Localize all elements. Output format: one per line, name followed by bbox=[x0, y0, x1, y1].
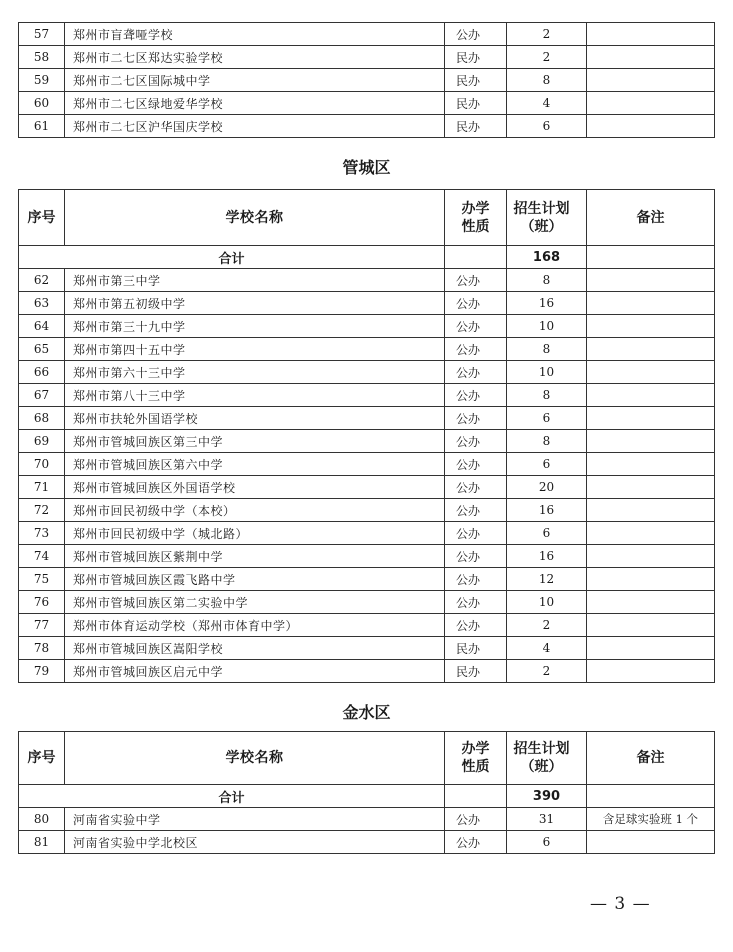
table-row bbox=[19, 115, 715, 138]
row-plan: 12 bbox=[507, 568, 587, 591]
row-note bbox=[587, 430, 715, 453]
row-plan: 8 bbox=[507, 69, 587, 92]
table-row bbox=[19, 384, 715, 407]
total-value: 168 bbox=[507, 246, 587, 269]
row-school-type: 公办 bbox=[445, 831, 507, 854]
row-school-type: 民办 bbox=[445, 46, 507, 69]
row-school-name: 郑州市第六十三中学 bbox=[65, 361, 445, 384]
row-plan: 6 bbox=[507, 407, 587, 430]
row-plan: 6 bbox=[507, 453, 587, 476]
table-row bbox=[19, 808, 715, 831]
row-school-name: 郑州市二七区郑达实验学校 bbox=[65, 46, 445, 69]
row-plan: 8 bbox=[507, 338, 587, 361]
row-school-type: 公办 bbox=[445, 568, 507, 591]
row-school-name: 郑州市管城回族区第三中学 bbox=[65, 430, 445, 453]
table-row bbox=[19, 499, 715, 522]
row-note bbox=[587, 453, 715, 476]
table-header-row bbox=[19, 190, 715, 246]
header-seq: 序号 bbox=[19, 732, 65, 785]
row-note bbox=[587, 591, 715, 614]
row-plan: 20 bbox=[507, 476, 587, 499]
row-plan: 10 bbox=[507, 315, 587, 338]
row-note bbox=[587, 269, 715, 292]
row-school-type: 民办 bbox=[445, 69, 507, 92]
row-plan: 4 bbox=[507, 637, 587, 660]
total-label: 合计 bbox=[19, 785, 445, 808]
row-plan: 2 bbox=[507, 23, 587, 46]
row-plan: 16 bbox=[507, 545, 587, 568]
row-plan: 8 bbox=[507, 430, 587, 453]
row-seq: 70 bbox=[19, 453, 65, 476]
row-plan: 10 bbox=[507, 591, 587, 614]
row-seq: 60 bbox=[19, 92, 65, 115]
row-school-type: 公办 bbox=[445, 614, 507, 637]
row-note bbox=[587, 545, 715, 568]
row-school-name: 河南省实验中学 bbox=[65, 808, 445, 831]
row-seq: 78 bbox=[19, 637, 65, 660]
row-seq: 80 bbox=[19, 808, 65, 831]
row-note bbox=[587, 407, 715, 430]
row-seq: 79 bbox=[19, 660, 65, 683]
row-note bbox=[587, 476, 715, 499]
row-school-type: 公办 bbox=[445, 23, 507, 46]
row-note bbox=[587, 92, 715, 115]
row-seq: 71 bbox=[19, 476, 65, 499]
row-plan: 8 bbox=[507, 269, 587, 292]
row-school-type: 公办 bbox=[445, 591, 507, 614]
row-school-name: 郑州市二七区绿地爱华学校 bbox=[65, 92, 445, 115]
row-school-type: 公办 bbox=[445, 476, 507, 499]
row-school-type: 公办 bbox=[445, 338, 507, 361]
row-school-name: 郑州市回民初级中学（城北路） bbox=[65, 522, 445, 545]
row-note bbox=[587, 292, 715, 315]
row-note bbox=[587, 361, 715, 384]
guancheng-school-table bbox=[18, 189, 715, 683]
page-number: — 3 — bbox=[590, 894, 651, 914]
row-school-type: 公办 bbox=[445, 407, 507, 430]
table-row bbox=[19, 522, 715, 545]
table-row bbox=[19, 407, 715, 430]
row-note bbox=[587, 46, 715, 69]
row-seq: 61 bbox=[19, 115, 65, 138]
table-row bbox=[19, 23, 715, 46]
row-school-type: 民办 bbox=[445, 92, 507, 115]
row-plan: 6 bbox=[507, 115, 587, 138]
row-seq: 72 bbox=[19, 499, 65, 522]
row-school-name: 郑州市扶轮外国语学校 bbox=[65, 407, 445, 430]
row-seq: 64 bbox=[19, 315, 65, 338]
table-row bbox=[19, 453, 715, 476]
row-school-type: 公办 bbox=[445, 453, 507, 476]
row-plan: 6 bbox=[507, 831, 587, 854]
row-school-type: 民办 bbox=[445, 660, 507, 683]
row-plan: 2 bbox=[507, 46, 587, 69]
district-title-jinshui: 金水区 bbox=[342, 703, 391, 722]
row-note bbox=[587, 499, 715, 522]
header-note: 备注 bbox=[587, 732, 715, 785]
row-seq: 58 bbox=[19, 46, 65, 69]
table-row bbox=[19, 430, 715, 453]
continued-school-table bbox=[18, 22, 715, 138]
table-row bbox=[19, 315, 715, 338]
row-note bbox=[587, 831, 715, 854]
total-row bbox=[19, 785, 715, 808]
row-note: 含足球实验班 1 个 bbox=[587, 808, 715, 831]
row-seq: 68 bbox=[19, 407, 65, 430]
table-row bbox=[19, 660, 715, 683]
header-plan: 招生计划（班） bbox=[507, 732, 587, 785]
district-title-guancheng: 管城区 bbox=[342, 158, 391, 177]
row-school-name: 郑州市管城回族区启元中学 bbox=[65, 660, 445, 683]
total-label: 合计 bbox=[19, 246, 445, 269]
table-row bbox=[19, 361, 715, 384]
row-school-name: 郑州市第八十三中学 bbox=[65, 384, 445, 407]
row-school-type: 公办 bbox=[445, 292, 507, 315]
row-note bbox=[587, 660, 715, 683]
total-row bbox=[19, 246, 715, 269]
header-note: 备注 bbox=[587, 190, 715, 246]
table-row bbox=[19, 637, 715, 660]
row-school-type: 公办 bbox=[445, 499, 507, 522]
table-row bbox=[19, 476, 715, 499]
row-school-type: 民办 bbox=[445, 637, 507, 660]
row-seq: 66 bbox=[19, 361, 65, 384]
table-row bbox=[19, 46, 715, 69]
table-row bbox=[19, 92, 715, 115]
row-note bbox=[587, 568, 715, 591]
row-school-name: 郑州市管城回族区霞飞路中学 bbox=[65, 568, 445, 591]
row-plan: 16 bbox=[507, 292, 587, 315]
row-school-name: 郑州市回民初级中学（本校） bbox=[65, 499, 445, 522]
table-row bbox=[19, 338, 715, 361]
row-note bbox=[587, 69, 715, 92]
row-seq: 75 bbox=[19, 568, 65, 591]
header-name: 学校名称 bbox=[65, 732, 445, 785]
row-seq: 59 bbox=[19, 69, 65, 92]
row-school-type: 公办 bbox=[445, 269, 507, 292]
table-row bbox=[19, 614, 715, 637]
row-school-name: 河南省实验中学北校区 bbox=[65, 831, 445, 854]
row-school-name: 郑州市二七区沪华国庆学校 bbox=[65, 115, 445, 138]
row-seq: 73 bbox=[19, 522, 65, 545]
header-type: 办学性质 bbox=[445, 190, 507, 246]
row-school-type: 民办 bbox=[445, 115, 507, 138]
row-school-name: 郑州市二七区国际城中学 bbox=[65, 69, 445, 92]
row-seq: 74 bbox=[19, 545, 65, 568]
row-note bbox=[587, 637, 715, 660]
row-plan: 2 bbox=[507, 614, 587, 637]
row-school-type: 公办 bbox=[445, 522, 507, 545]
row-plan: 8 bbox=[507, 384, 587, 407]
header-seq: 序号 bbox=[19, 190, 65, 246]
row-school-name: 郑州市管城回族区嵩阳学校 bbox=[65, 637, 445, 660]
row-seq: 81 bbox=[19, 831, 65, 854]
table-row bbox=[19, 591, 715, 614]
row-school-name: 郑州市盲聋哑学校 bbox=[65, 23, 445, 46]
row-school-type: 公办 bbox=[445, 361, 507, 384]
row-note bbox=[587, 614, 715, 637]
row-seq: 65 bbox=[19, 338, 65, 361]
row-school-name: 郑州市体育运动学校（郑州市体育中学） bbox=[65, 614, 445, 637]
row-school-type: 公办 bbox=[445, 545, 507, 568]
table-row bbox=[19, 831, 715, 854]
row-seq: 57 bbox=[19, 23, 65, 46]
row-plan: 16 bbox=[507, 499, 587, 522]
row-seq: 76 bbox=[19, 591, 65, 614]
row-note bbox=[587, 315, 715, 338]
row-school-type: 公办 bbox=[445, 808, 507, 831]
row-seq: 63 bbox=[19, 292, 65, 315]
row-school-type: 公办 bbox=[445, 315, 507, 338]
row-school-name: 郑州市管城回族区第二实验中学 bbox=[65, 591, 445, 614]
row-seq: 67 bbox=[19, 384, 65, 407]
row-school-name: 郑州市管城回族区外国语学校 bbox=[65, 476, 445, 499]
row-note bbox=[587, 384, 715, 407]
row-school-name: 郑州市管城回族区第六中学 bbox=[65, 453, 445, 476]
row-school-type: 公办 bbox=[445, 430, 507, 453]
row-school-name: 郑州市第四十五中学 bbox=[65, 338, 445, 361]
row-school-name: 郑州市第三十九中学 bbox=[65, 315, 445, 338]
row-plan: 10 bbox=[507, 361, 587, 384]
table-row bbox=[19, 69, 715, 92]
header-type: 办学性质 bbox=[445, 732, 507, 785]
row-note bbox=[587, 23, 715, 46]
row-school-name: 郑州市第五初级中学 bbox=[65, 292, 445, 315]
row-seq: 62 bbox=[19, 269, 65, 292]
row-school-type: 公办 bbox=[445, 384, 507, 407]
row-note bbox=[587, 115, 715, 138]
table-header-row bbox=[19, 732, 715, 785]
table-row bbox=[19, 568, 715, 591]
row-school-name: 郑州市第三中学 bbox=[65, 269, 445, 292]
row-plan: 6 bbox=[507, 522, 587, 545]
row-plan: 4 bbox=[507, 92, 587, 115]
row-seq: 69 bbox=[19, 430, 65, 453]
header-plan: 招生计划（班） bbox=[507, 190, 587, 246]
jinshui-school-table bbox=[18, 731, 715, 854]
row-note bbox=[587, 522, 715, 545]
row-plan: 2 bbox=[507, 660, 587, 683]
table-row bbox=[19, 545, 715, 568]
row-school-name: 郑州市管城回族区紫荆中学 bbox=[65, 545, 445, 568]
row-note bbox=[587, 338, 715, 361]
row-seq: 77 bbox=[19, 614, 65, 637]
total-value: 390 bbox=[507, 785, 587, 808]
table-row bbox=[19, 292, 715, 315]
header-name: 学校名称 bbox=[65, 190, 445, 246]
row-plan: 31 bbox=[507, 808, 587, 831]
table-row bbox=[19, 269, 715, 292]
